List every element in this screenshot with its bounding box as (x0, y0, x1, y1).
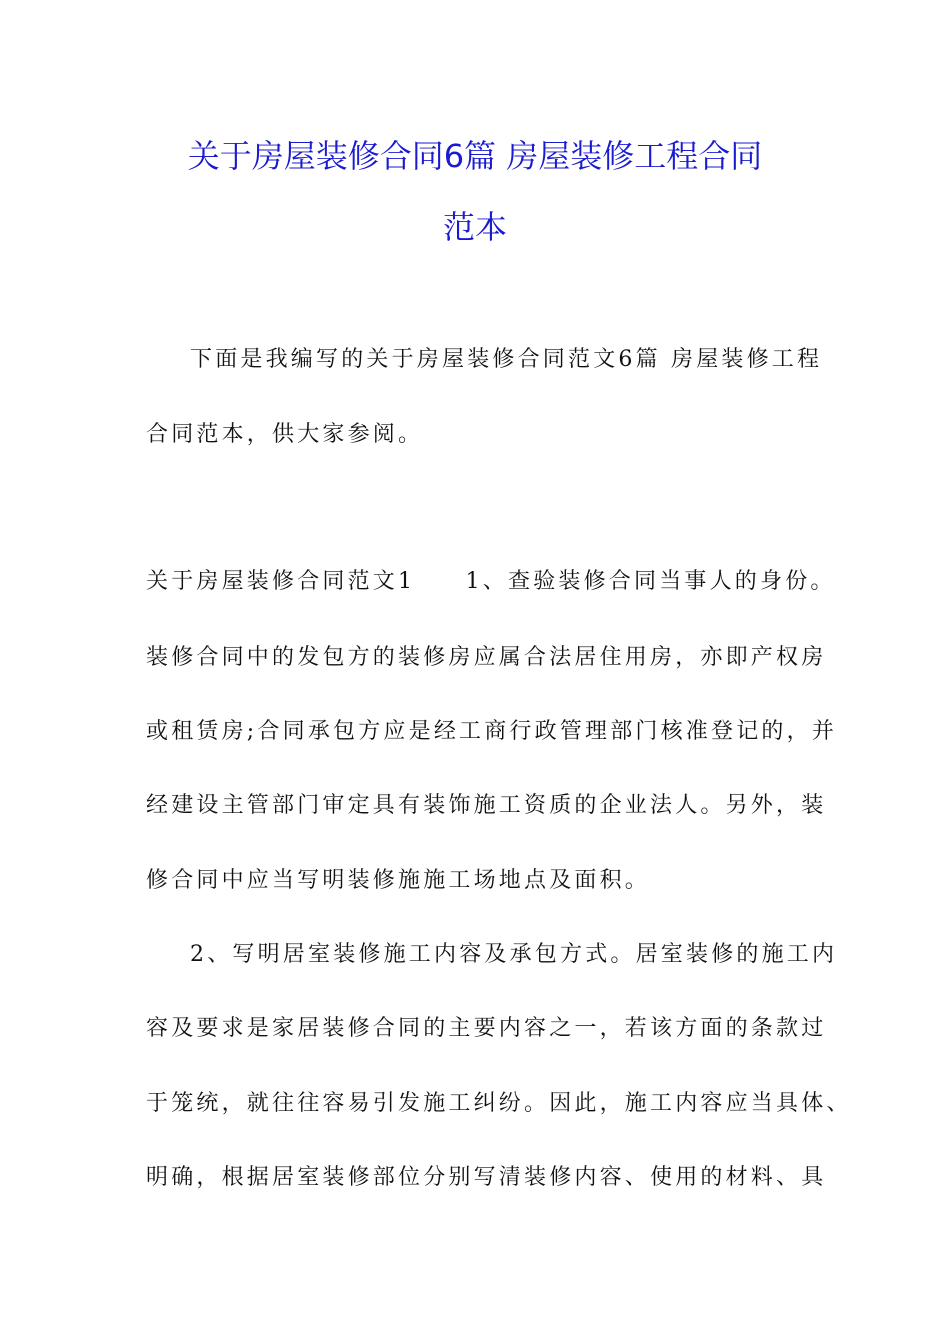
intro-line-2: 合同范本，供大家参阅。 (146, 422, 424, 447)
section-2-line-2: 容及要求是家居装修合同的主要内容之一，若该方面的条款过 (146, 1016, 827, 1041)
section-2-line-3: 于笼统，就往往容易引发施工纠纷。因此，施工内容应当具体、 (146, 1091, 852, 1116)
document-title-line-2: 范本 (442, 208, 507, 246)
section-2-line-1: 2、写明居室装修施工内容及承包方式。居室装修的施工内 (190, 942, 838, 967)
section-1-line-1: 关于房屋装修合同范文1 1、查验装修合同当事人的身份。 (146, 569, 836, 594)
section-2-line-4: 明确，根据居室装修部位分别写清装修内容、使用的材料、具 (146, 1165, 827, 1190)
section-1-line-4: 经建设主管部门审定具有装饰施工资质的企业法人。另外，装 (146, 793, 827, 818)
section-1-line-5: 修合同中应当写明装修施施工场地点及面积。 (146, 868, 651, 893)
section-1-line-2: 装修合同中的发包方的装修房应属合法居住用房，亦即产权房 (146, 645, 827, 670)
intro-line-1: 下面是我编写的关于房屋装修合同范文6篇 房屋装修工程 (190, 347, 823, 372)
document-title-line-1: 关于房屋装修合同6篇 房屋装修工程合同 (187, 137, 763, 175)
section-1-line-3: 或租赁房;合同承包方应是经工商行政管理部门核准登记的，并 (146, 719, 838, 744)
